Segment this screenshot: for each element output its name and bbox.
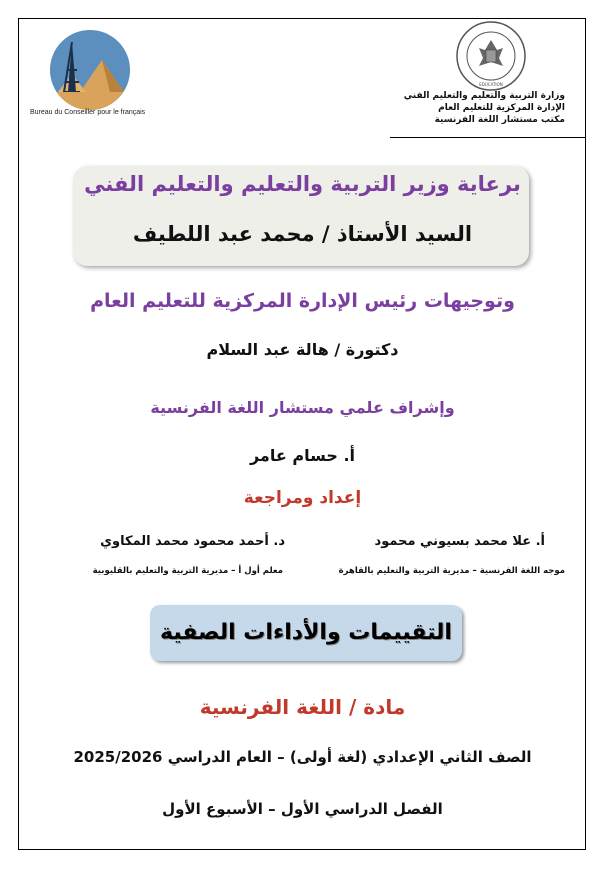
author-1-name: أ. علا محمد بسيوني محمود (374, 534, 545, 549)
subject-line: مادة / اللغة الفرنسية (199, 695, 406, 719)
direction-line-2: دكتورة / هالة عبد السلام (206, 340, 399, 359)
ministry-line-2: الإدارة المركزية للتعليم العام (438, 103, 565, 113)
supervision-line-1: وإشراف علمي مستشار اللغة الفرنسية (150, 398, 455, 417)
author-1-role: موجه اللغة الفرنسية – مديرية التربية والتعليم بالقاهرة (338, 566, 565, 576)
ministry-line-1: وزارة التربية والتعليم والتعليم الفني (403, 91, 565, 101)
svg-text:EDUCATION: EDUCATION (479, 82, 503, 87)
document-title: التقييمات والأداءات الصفية (160, 620, 452, 645)
author-2-name: د. أحمد محمود محمد المكاوي (100, 534, 285, 549)
patronage-line-2: السيد الأستاذ / محمد عبد اللطيف (132, 222, 473, 246)
page-border (18, 18, 586, 850)
logo-caption: Bureau du Conseiller pour le français (30, 109, 146, 116)
supervision-line-2: أ. حسام عامر (249, 446, 356, 465)
author-2-role: معلم أول أ – مديرية التربية والتعليم بالقليوبية (92, 566, 283, 576)
term-line: الفصل الدراسي الأول – الأسبوع الأول (162, 800, 443, 818)
prepared-heading: إعداد ومراجعة (243, 488, 362, 508)
ministry-line-3: مكتب مستشار اللغة الفرنسية (434, 115, 565, 125)
ministry-header (345, 90, 565, 126)
grade-line: الصف الثاني الإعدادي (لغة أولى) – العام الدراسي 2025/2026 (73, 748, 532, 766)
patronage-line-1: برعاية وزير التربية والتعليم والتعليم الفني (84, 172, 521, 196)
ministry-seal-icon (455, 20, 527, 92)
header-divider (390, 137, 585, 138)
direction-line-1: وتوجيهات رئيس الإدارة المركزية للتعليم العام (90, 290, 515, 312)
eiffel-pyramids-logo (50, 30, 130, 110)
